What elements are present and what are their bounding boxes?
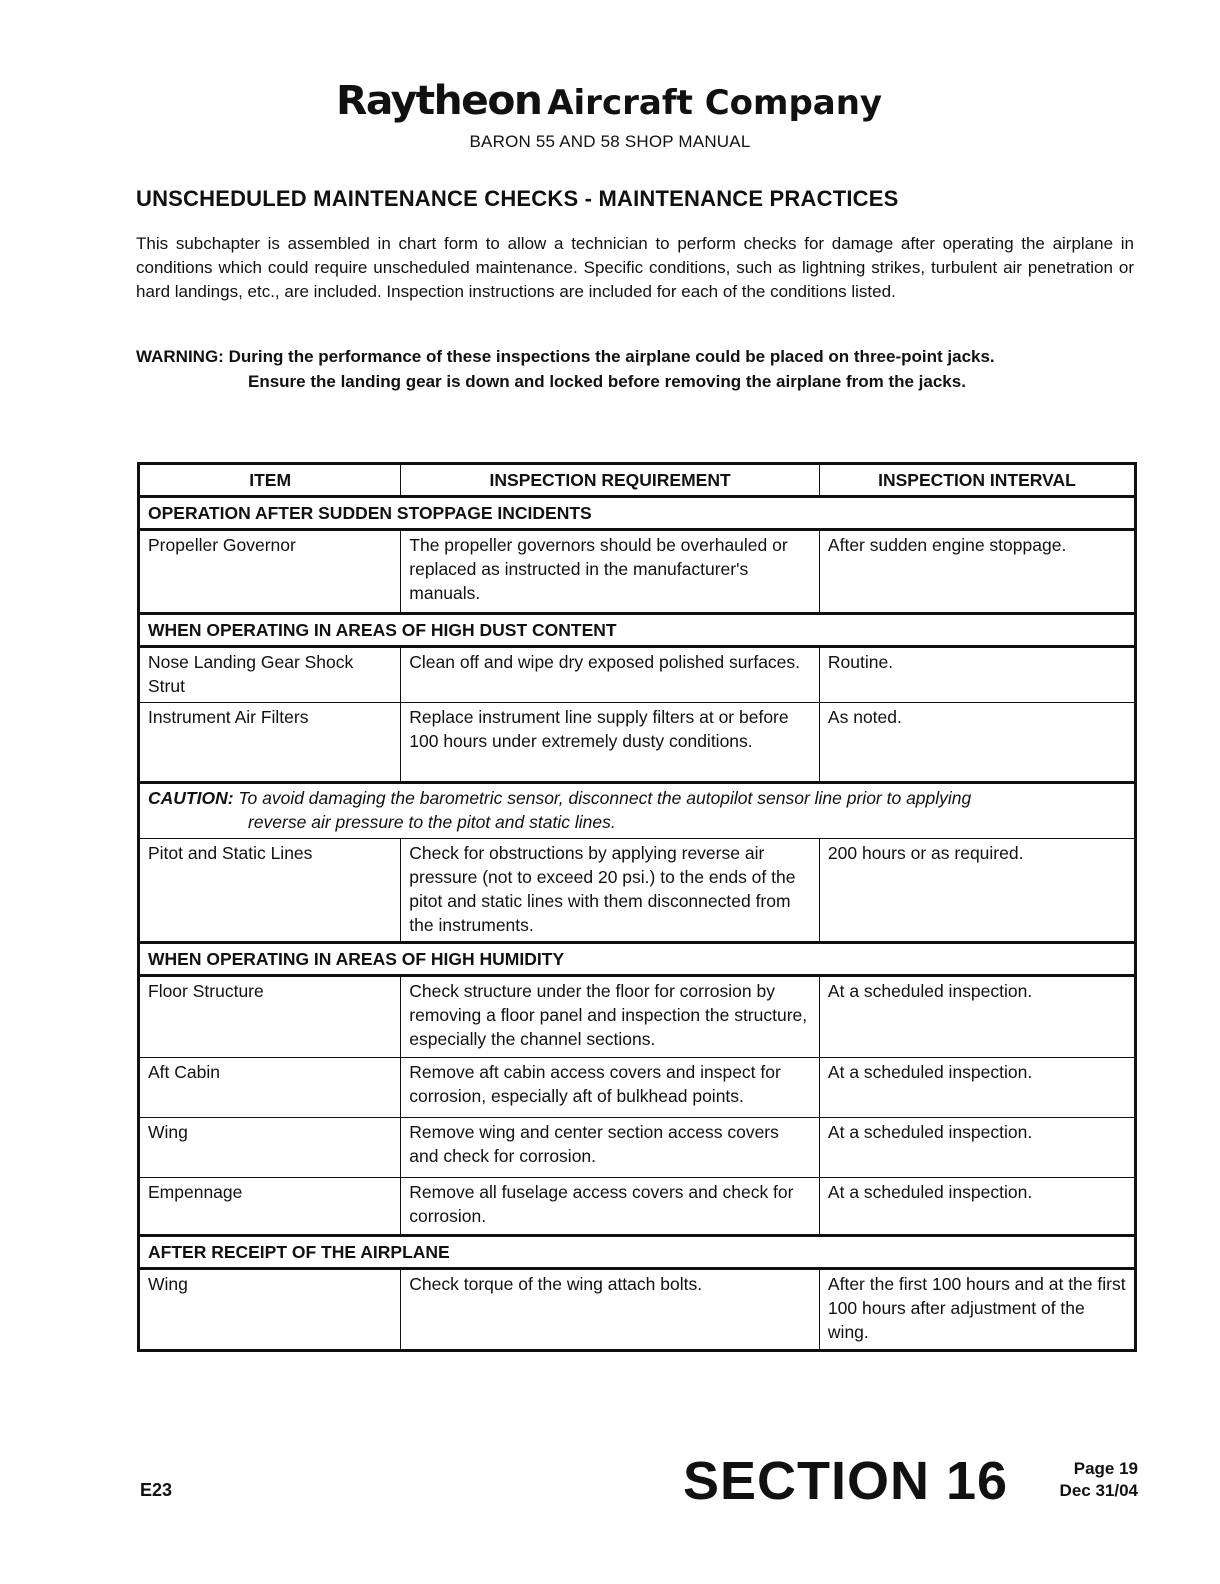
intro-paragraph: This subchapter is assembled in chart form to allow a technician to perform checks for damage after operating the airplane in conditions which could require unscheduled maintenance. Specific conditions, such as lightning strikes, turbulent air penetration or hard landings, etc., are included. Inspection instructions are included for each of the conditions listed.: [136, 234, 1134, 301]
warning-line-1: During the performance of these inspections the airplane could be placed on three-point jacks.: [228, 347, 995, 366]
caution-label: CAUTION:: [148, 788, 234, 808]
cell-interval: 200 hours or as required.: [819, 839, 1135, 943]
caution-row: [139, 783, 1136, 839]
section-row-after-receipt: [139, 1236, 1136, 1269]
table-row: [139, 1178, 1136, 1236]
cell-interval: At a scheduled inspection.: [819, 1058, 1135, 1118]
table-row: [139, 530, 1136, 614]
cell-interval: Routine.: [819, 647, 1135, 703]
cell-item: Nose Landing Gear Shock Strut: [139, 647, 401, 703]
cell-requirement: Replace instrument line supply filters at or before 100 hours under extremely dusty conditions.: [401, 703, 820, 783]
table-row: [139, 1269, 1136, 1351]
cell-requirement: Remove all fuselage access covers and check for corrosion.: [401, 1178, 820, 1236]
cell-interval: At a scheduled inspection.: [819, 976, 1135, 1058]
section-title: AFTER RECEIPT OF THE AIRPLANE: [139, 1236, 1136, 1269]
section-title: WHEN OPERATING IN AREAS OF HIGH HUMIDITY: [139, 943, 1136, 976]
cell-requirement: Clean off and wipe dry exposed polished surfaces.: [401, 647, 820, 703]
brand-company-name: Aircraft Company: [547, 83, 883, 123]
table-row: [139, 647, 1136, 703]
cell-item: Empennage: [139, 1178, 401, 1236]
cell-item: Pitot and Static Lines: [139, 839, 401, 943]
header-requirement: INSPECTION REQUIREMENT: [401, 464, 820, 497]
manual-title: BARON 55 AND 58 SHOP MANUAL: [469, 132, 751, 151]
caution-cell: [139, 783, 1136, 839]
cell-requirement: The propeller governors should be overhauled or replaced as instructed in the manufacturer's manuals.: [401, 530, 820, 614]
caution-line-2: reverse air pressure to the pitot and static lines.: [248, 812, 616, 832]
brand-line: [0, 78, 1220, 126]
cell-requirement: Check for obstructions by applying reverse air pressure (not to exceed 20 psi.) to the ends of the pitot and static lines with them disconnected from the instruments.: [401, 839, 820, 943]
section-title: WHEN OPERATING IN AREAS OF HIGH DUST CONTENT: [139, 614, 1136, 647]
table-row: [139, 1058, 1136, 1118]
cell-interval: After the first 100 hours and at the first 100 hours after adjustment of the wing.: [819, 1269, 1135, 1351]
warning-block: [136, 344, 1136, 394]
cell-interval: At a scheduled inspection.: [819, 1178, 1135, 1236]
table-header-row: [139, 464, 1136, 497]
cell-item: Aft Cabin: [139, 1058, 401, 1118]
table-row: [139, 976, 1136, 1058]
section-row-high-humidity: [139, 943, 1136, 976]
footer-code: E23: [140, 1480, 173, 1500]
table-row: [139, 703, 1136, 783]
footer-page-number: Page 19: [1073, 1459, 1138, 1478]
raytheon-logo: Raytheon: [335, 78, 542, 124]
cell-interval: As noted.: [819, 703, 1135, 783]
cell-interval: At a scheduled inspection.: [819, 1118, 1135, 1178]
table-row: [139, 1118, 1136, 1178]
footer-date: Dec 31/04: [1059, 1481, 1138, 1500]
cell-item: Wing: [139, 1118, 401, 1178]
cell-item: Floor Structure: [139, 976, 401, 1058]
section-row-high-dust: [139, 614, 1136, 647]
page-title: UNSCHEDULED MAINTENANCE CHECKS - MAINTENANCE PRACTICES: [136, 186, 899, 211]
cell-requirement: Remove aft cabin access covers and inspect for corrosion, especially aft of bulkhead points.: [401, 1058, 820, 1118]
cell-item: Propeller Governor: [139, 530, 401, 614]
inspection-table: [137, 462, 1137, 1352]
warning-label: WARNING:: [136, 347, 224, 366]
warning-line-2: Ensure the landing gear is down and locked before removing the airplane from the jacks.: [248, 372, 966, 391]
footer-page-info: [1046, 1458, 1138, 1502]
cell-requirement: Check torque of the wing attach bolts.: [401, 1269, 820, 1351]
cell-requirement: Remove wing and center section access covers and check for corrosion.: [401, 1118, 820, 1178]
cell-item: Instrument Air Filters: [139, 703, 401, 783]
cell-item: Wing: [139, 1269, 401, 1351]
section-row-sudden-stoppage: [139, 497, 1136, 530]
caution-line-1: To avoid damaging the barometric sensor, disconnect the autopilot sensor line prior to applying: [238, 788, 972, 808]
footer-section-number: SECTION 16: [683, 1451, 1009, 1511]
document-header: [0, 78, 1220, 152]
table-row: [139, 839, 1136, 943]
header-item: ITEM: [139, 464, 401, 497]
cell-requirement: Check structure under the floor for corrosion by removing a floor panel and inspection the structure, especially the channel sections.: [401, 976, 820, 1058]
header-interval: INSPECTION INTERVAL: [819, 464, 1135, 497]
cell-interval: After sudden engine stoppage.: [819, 530, 1135, 614]
section-title: OPERATION AFTER SUDDEN STOPPAGE INCIDENTS: [139, 497, 1136, 530]
